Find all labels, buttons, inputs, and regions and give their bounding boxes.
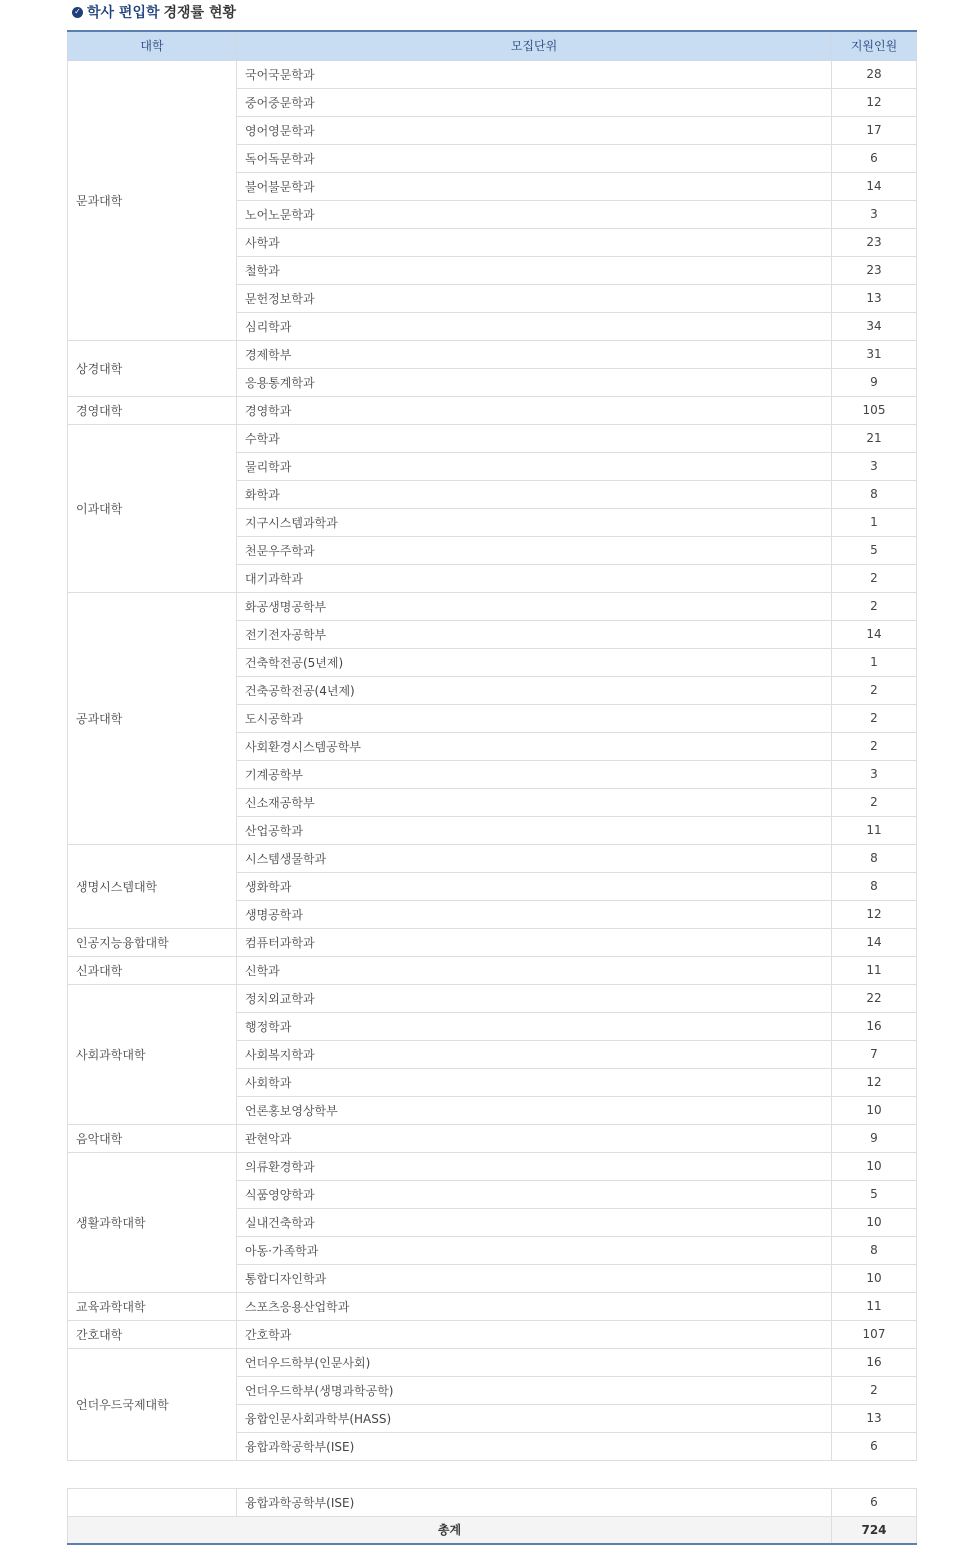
table-row <box>68 1152 917 1180</box>
applicants-cell: 13 <box>832 1404 917 1432</box>
total-count: 724 <box>832 1516 917 1544</box>
unit-cell: 전기전자공학부 <box>237 620 832 648</box>
applicants-cell: 16 <box>832 1348 917 1376</box>
applicants-cell: 12 <box>832 1068 917 1096</box>
unit-cell: 기계공학부 <box>237 760 832 788</box>
unit-cell: 심리학과 <box>237 312 832 340</box>
applicants-cell: 2 <box>832 704 917 732</box>
header-college: 대학 <box>68 31 237 60</box>
applicants-cell: 2 <box>832 676 917 704</box>
college-cell: 경영대학 <box>68 396 237 424</box>
heading-rest: 경쟁률 현황 <box>163 5 236 21</box>
unit-cell: 철학과 <box>237 256 832 284</box>
applicants-cell: 10 <box>832 1152 917 1180</box>
unit-cell: 식품영양학과 <box>237 1180 832 1208</box>
unit-cell: 건축공학전공(4년제) <box>237 676 832 704</box>
applicants-cell: 8 <box>832 872 917 900</box>
table-header-row <box>68 31 917 60</box>
applicants-cell: 6 <box>832 1432 917 1460</box>
table-row <box>68 1348 917 1376</box>
unit-cell: 독어독문학과 <box>237 144 832 172</box>
unit-cell: 영어영문학과 <box>237 116 832 144</box>
applicants-cell: 2 <box>832 564 917 592</box>
applicants-cell: 3 <box>832 200 917 228</box>
applicants-cell: 17 <box>832 116 917 144</box>
unit-cell: 정치외교학과 <box>237 984 832 1012</box>
table-row <box>68 984 917 1012</box>
unit-cell: 불어불문학과 <box>237 172 832 200</box>
applicants-cell: 11 <box>832 816 917 844</box>
unit-cell: 지구시스템과학과 <box>237 508 832 536</box>
applicants-cell: 13 <box>832 284 917 312</box>
unit-cell: 사회복지학과 <box>237 1040 832 1068</box>
unit-cell: 융합인문사회과학부(HASS) <box>237 1404 832 1432</box>
unit-cell: 응용통계학과 <box>237 368 832 396</box>
unit-cell: 행정학과 <box>237 1012 832 1040</box>
applicants-cell: 12 <box>832 88 917 116</box>
applicants-cell: 2 <box>832 592 917 620</box>
unit-cell: 국어국문학과 <box>237 60 832 88</box>
applicants-cell: 7 <box>832 1040 917 1068</box>
applicants-cell: 14 <box>832 172 917 200</box>
unit-cell: 사학과 <box>237 228 832 256</box>
applicants-cell: 5 <box>832 1180 917 1208</box>
applicants-cell: 23 <box>832 228 917 256</box>
table-row <box>68 1124 917 1152</box>
applicants-cell: 2 <box>832 732 917 760</box>
unit-cell: 사회환경시스템공학부 <box>237 732 832 760</box>
applicants-cell: 31 <box>832 340 917 368</box>
table-row <box>68 844 917 872</box>
competition-rate-table <box>67 30 917 1545</box>
unit-cell: 사회학과 <box>237 1068 832 1096</box>
applicants-cell: 22 <box>832 984 917 1012</box>
unit-cell: 언론홍보영상학부 <box>237 1096 832 1124</box>
applicants-cell: 11 <box>832 1292 917 1320</box>
unit-cell: 생화학과 <box>237 872 832 900</box>
applicants-cell: 14 <box>832 620 917 648</box>
applicants-cell: 107 <box>832 1320 917 1348</box>
applicants-cell: 23 <box>832 256 917 284</box>
applicants-cell: 10 <box>832 1264 917 1292</box>
unit-cell: 융합과학공학부(ISE) <box>237 1432 832 1460</box>
table-row <box>68 1320 917 1348</box>
college-cell: 간호대학 <box>68 1320 237 1348</box>
unit-cell: 신학과 <box>237 956 832 984</box>
header-unit: 모집단위 <box>237 31 832 60</box>
unit-cell: 생명공학과 <box>237 900 832 928</box>
applicants-cell: 9 <box>832 368 917 396</box>
total-row <box>68 1516 917 1544</box>
unit-cell: 경영학과 <box>237 396 832 424</box>
applicants-cell: 8 <box>832 1236 917 1264</box>
header-applicants: 지원인원 <box>832 31 917 60</box>
college-cell: 생활과학대학 <box>68 1152 237 1292</box>
table-row <box>68 956 917 984</box>
applicants-cell: 6 <box>832 144 917 172</box>
unit-cell: 도시공학과 <box>237 704 832 732</box>
college-cell: 신과대학 <box>68 956 237 984</box>
unit-cell: 스포츠응용산업학과 <box>237 1292 832 1320</box>
table-row <box>68 592 917 620</box>
unit-cell: 언더우드학부(인문사회) <box>237 1348 832 1376</box>
table-row <box>68 424 917 452</box>
unit-cell: 신소재공학부 <box>237 788 832 816</box>
table-row <box>68 60 917 88</box>
unit-cell: 중어중문학과 <box>237 88 832 116</box>
applicants-cell: 14 <box>832 928 917 956</box>
applicants-cell: 6 <box>832 1488 917 1516</box>
unit-cell: 아동·가족학과 <box>237 1236 832 1264</box>
table-row <box>68 340 917 368</box>
applicants-cell: 3 <box>832 760 917 788</box>
unit-cell: 통합디자인학과 <box>237 1264 832 1292</box>
unit-cell: 대기과학과 <box>237 564 832 592</box>
check-circle-icon: ✓ <box>72 7 83 18</box>
college-cell: 공과대학 <box>68 592 237 844</box>
applicants-cell: 9 <box>832 1124 917 1152</box>
college-cell: 교육과학대학 <box>68 1292 237 1320</box>
college-cell: 인공지능융합대학 <box>68 928 237 956</box>
college-cell: 상경대학 <box>68 340 237 396</box>
unit-cell: 천문우주학과 <box>237 536 832 564</box>
table-row <box>68 1292 917 1320</box>
college-cell: 사회과학대학 <box>68 984 237 1124</box>
applicants-cell: 2 <box>832 1376 917 1404</box>
applicants-cell: 28 <box>832 60 917 88</box>
unit-cell: 산업공학과 <box>237 816 832 844</box>
applicants-cell: 3 <box>832 452 917 480</box>
applicants-cell: 12 <box>832 900 917 928</box>
unit-cell: 의류환경학과 <box>237 1152 832 1180</box>
college-cell: 음악대학 <box>68 1124 237 1152</box>
college-cell: 언더우드국제대학 <box>68 1348 237 1460</box>
college-cell <box>68 1488 237 1516</box>
applicants-cell: 1 <box>832 508 917 536</box>
unit-cell: 화학과 <box>237 480 832 508</box>
unit-cell: 간호학과 <box>237 1320 832 1348</box>
unit-cell: 융합과학공학부(ISE) <box>237 1488 832 1516</box>
unit-cell: 화공생명공학부 <box>237 592 832 620</box>
unit-cell: 언더우드학부(생명과학공학) <box>237 1376 832 1404</box>
applicants-cell: 16 <box>832 1012 917 1040</box>
applicants-cell: 11 <box>832 956 917 984</box>
table-gap-row <box>68 1460 917 1488</box>
total-label: 총계 <box>68 1516 832 1544</box>
unit-cell: 관현악과 <box>237 1124 832 1152</box>
unit-cell: 물리학과 <box>237 452 832 480</box>
gap-cell <box>68 1460 917 1488</box>
applicants-cell: 21 <box>832 424 917 452</box>
table-row <box>68 396 917 424</box>
applicants-cell: 1 <box>832 648 917 676</box>
section-heading <box>72 2 236 22</box>
unit-cell: 경제학부 <box>237 340 832 368</box>
unit-cell: 문헌정보학과 <box>237 284 832 312</box>
applicants-cell: 5 <box>832 536 917 564</box>
college-cell: 이과대학 <box>68 424 237 592</box>
unit-cell: 노어노문학과 <box>237 200 832 228</box>
applicants-cell: 34 <box>832 312 917 340</box>
applicants-cell: 105 <box>832 396 917 424</box>
unit-cell: 컴퓨터과학과 <box>237 928 832 956</box>
unit-cell: 시스템생물학과 <box>237 844 832 872</box>
unit-cell: 실내건축학과 <box>237 1208 832 1236</box>
college-cell: 문과대학 <box>68 60 237 340</box>
unit-cell: 건축학전공(5년제) <box>237 648 832 676</box>
table-row <box>68 928 917 956</box>
applicants-cell: 10 <box>832 1208 917 1236</box>
unit-cell: 수학과 <box>237 424 832 452</box>
applicants-cell: 10 <box>832 1096 917 1124</box>
heading-highlight: 학사 편입학 <box>87 5 160 21</box>
applicants-cell: 2 <box>832 788 917 816</box>
college-cell: 생명시스템대학 <box>68 844 237 928</box>
table-row <box>68 1488 917 1516</box>
applicants-cell: 8 <box>832 480 917 508</box>
applicants-cell: 8 <box>832 844 917 872</box>
table-body <box>68 60 917 1544</box>
